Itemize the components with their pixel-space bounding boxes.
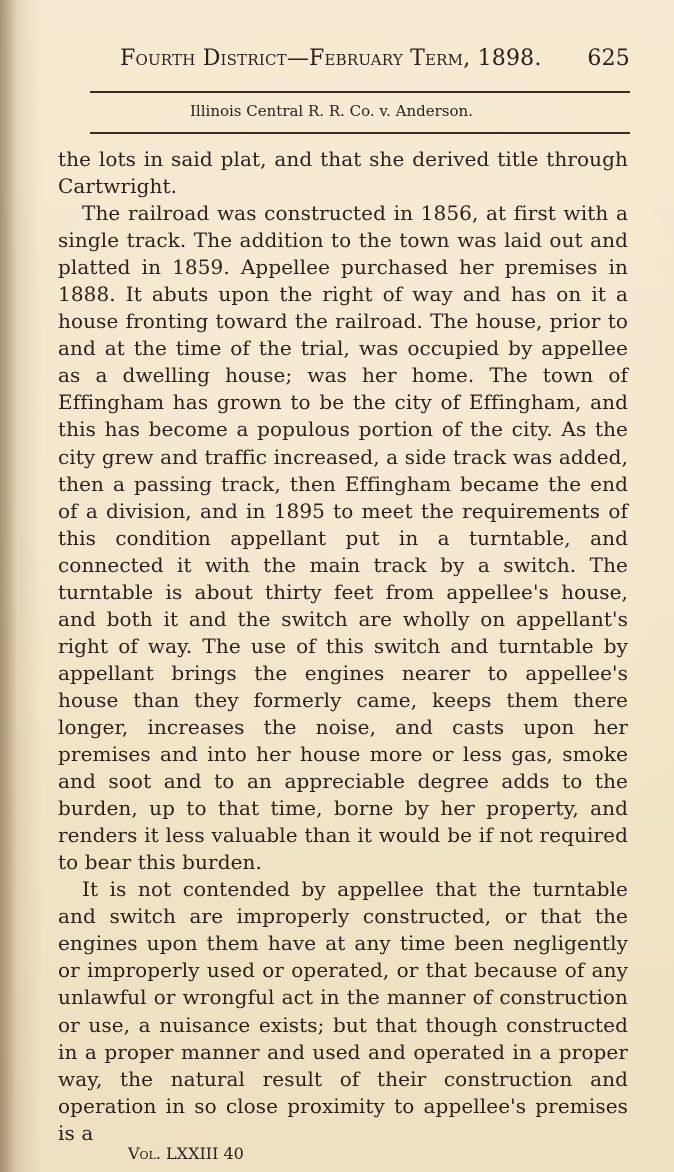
header-rule-top [90, 91, 630, 93]
page-spine-shadow [0, 0, 18, 1172]
paragraph-2: The railroad was constructed in 1856, at first with a single track. The addition to the town was laid out and platted in 1859. Appellee purchased her premises in 1888. It abuts upon the right of way and has on it a house fronting toward the railroad. The house, prior to and at the time of the trial, was occupied by appellee as a dwelling house; was her home. The town of Effingham has grown to be the city of Effingham, and this has become a populous portion of the city. As the city grew and traffic increased, a side track was added, then a passing track, then Effingham became the end of a division, and in 1895 to meet the requirements of this condition appellant put in a turntable, and connected it with the main track by a switch. The turntable is about thirty feet from appellee's house, and both it and the switch are wholly on appellant's right of way. The use of this switch and turntable by appellant brings the engines nearer to appellee's house than they formerly came, keeps them there longer, increases the noise, and casts upon her premises and into her house more or less gas, smoke and soot and to an appreciable degree adds to the burden, up to that time, borne by her property, and renders it less valuable than it would be if not required to bear this burden. [58, 201, 628, 875]
running-header [120, 46, 630, 71]
running-head-title: Fourth District—February Term, 1898. [120, 46, 542, 71]
paragraph-1: the lots in said plat, and that she derived title through Cartwright. [58, 147, 628, 199]
paragraph-3: It is not contended by appellee that the turntable and switch are improperly constructed, or that the engines upon them have at any time been negligently or improperly used or operated, or that because of any unlawful or wrongful act in the manner of construction or use, a nuisance exists; but that though constructed in a proper manner and used and operated in a proper way, the natural result of their construction and operation in so close proximity to appellee's premises is a [58, 877, 628, 1145]
signature-mark: Vol. LXXIII 40 [128, 1144, 244, 1163]
case-title: Illinois Central R. R. Co. v. Anderson. [190, 102, 473, 120]
body-text [58, 146, 628, 1147]
header-rule-bottom [90, 132, 630, 134]
page-number: 625 [587, 46, 630, 71]
